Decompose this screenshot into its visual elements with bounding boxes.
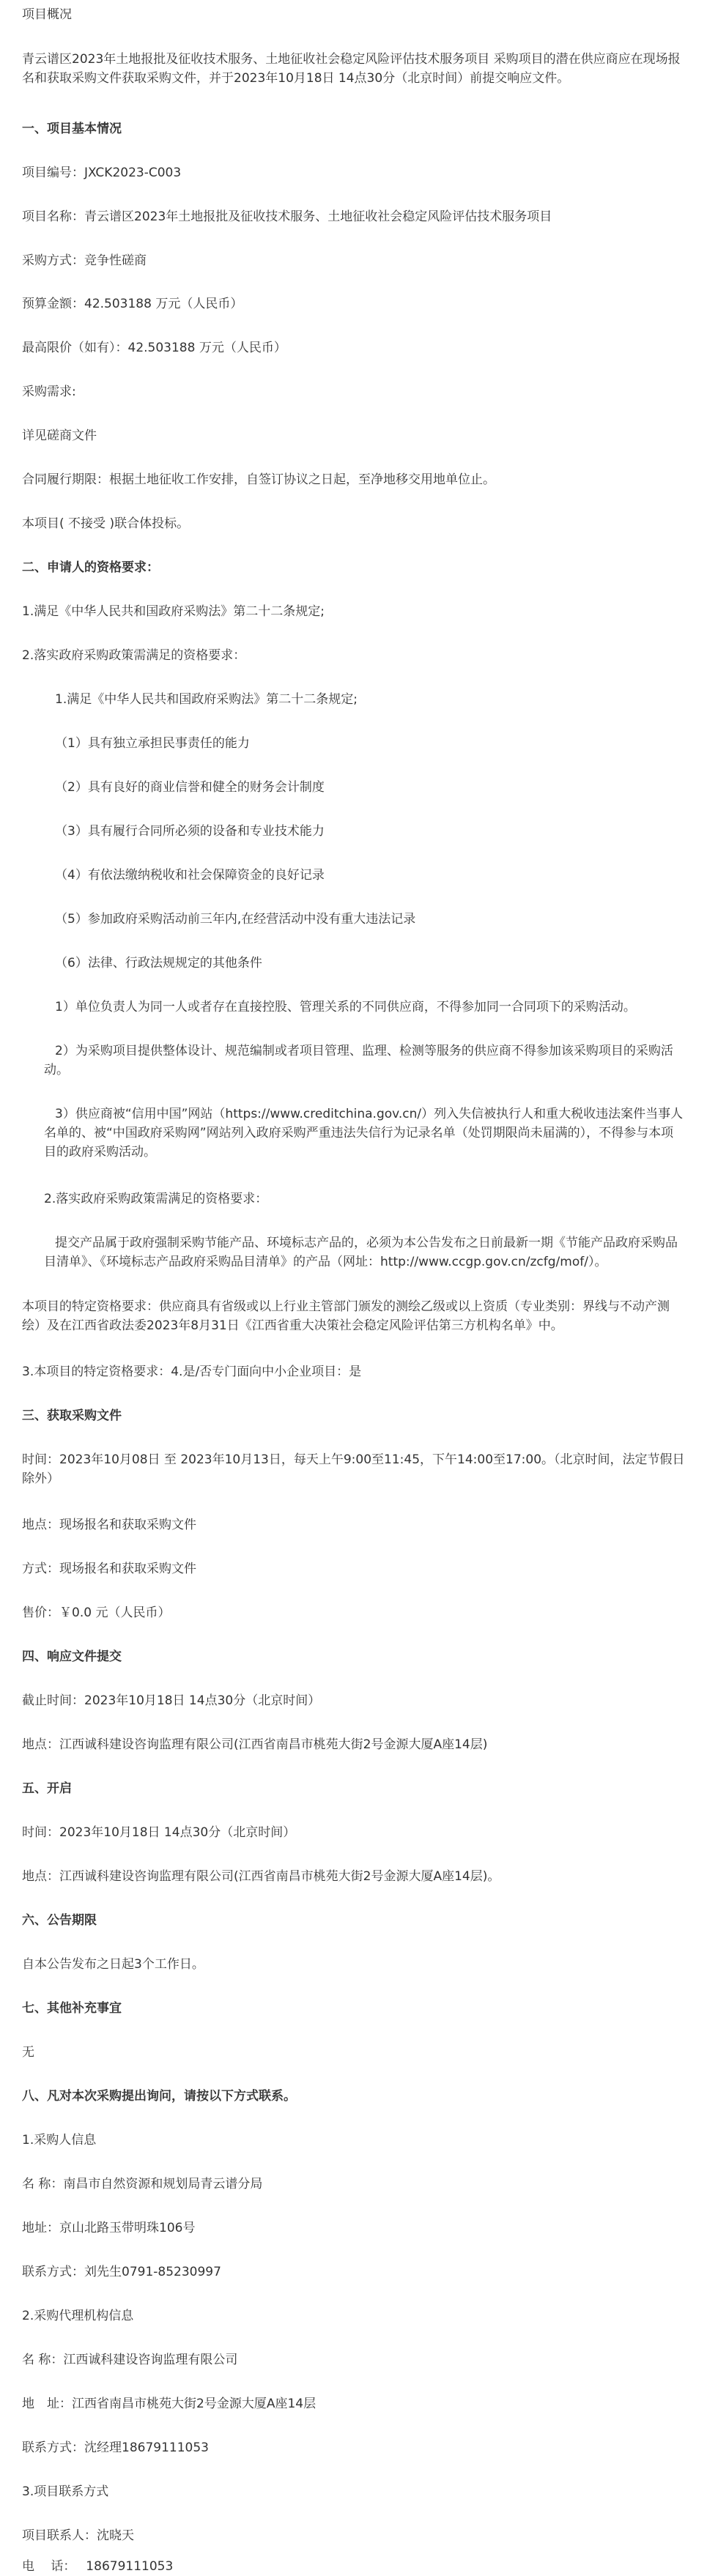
demand-text: 详见磋商文件 <box>22 428 97 443</box>
overview-text: 青云谱区2023年土地报批及征收技术服务、土地征收社会稳定风险评估技术服务项目 采购项目的潜在供应商应在现场报名和获取采购文件获取采购文件，并于2023年10月18日 14点30分（北京时间）前提交响应文件。 <box>22 52 681 86</box>
section5-heading: 五、开启 <box>22 1781 72 1796</box>
restriction-para-2: 2）为采购项目提供整体设计、规范编制或者项目管理、监理、检测等服务的供应商不得参加该采购项目的采购活动。 <box>44 1044 673 1077</box>
acquire-place: 地点：现场报名和获取采购文件 <box>22 1518 196 1532</box>
project-contact-phone: 电 话： 18679111053 <box>22 2559 174 2574</box>
contract-period: 合同履行期限：根据土地征收工作安排，自签订协议之日起，至净地移交用地单位止。 <box>22 472 495 487</box>
consortium-note: 本项目( 不接受 )联合体投标。 <box>22 516 190 531</box>
max-price: 最高限价（如有）：42.503188 万元（人民币） <box>22 341 286 355</box>
project-number: 项目编号：JXCK2023-C003 <box>22 166 182 180</box>
project-contact-title: 3.项目联系方式 <box>22 2484 109 2499</box>
submission-place: 地点：江西诚科建设咨询监理有限公司(江西省南昌市桃苑大街2号金源大厦A座14层) <box>22 1737 488 1752</box>
section7-heading: 七、其他补充事宜 <box>22 2001 122 2016</box>
document-price: 售价：￥0.0 元（人民币） <box>22 1606 171 1620</box>
budget-amount: 预算金额：42.503188 万元（人民币） <box>22 297 243 311</box>
announcement-period: 自本公告发布之日起3个工作日。 <box>22 1957 204 1972</box>
acquire-way: 方式：现场报名和获取采购文件 <box>22 1562 196 1576</box>
buyer-name: 名 称：南昌市自然资源和规划局青云谱分局 <box>22 2177 263 2191</box>
section3-heading: 三、获取采购文件 <box>22 1408 122 1423</box>
supplementary-text: 无 <box>22 2045 34 2060</box>
buyer-address: 地址：京山北路玉带明珠106号 <box>22 2221 196 2235</box>
qualification-item-3: 3.本项目的特定资格要求：4.是/否专门面向中小企业项目：是 <box>22 1365 362 1379</box>
section8-heading: 八、凡对本次采购提出询问，请按以下方式联系。 <box>22 2089 296 2104</box>
agency-title: 2.采购代理机构信息 <box>22 2309 134 2323</box>
qualification-sub-item: （5）参加政府采购活动前三年内,在经营活动中没有重大违法记录 <box>55 912 416 927</box>
section2-heading: 二、申请人的资格要求： <box>22 560 159 575</box>
policy-title: 2.落实政府采购政策需满足的资格要求： <box>44 1192 268 1206</box>
submission-deadline: 截止时间：2023年10月18日 14点30分（北京时间） <box>22 1693 321 1708</box>
demand-label: 采购需求: <box>22 385 76 399</box>
policy-text: 提交产品属于政府强制采购节能产品、环境标志产品的，必须为本公告发布之日前最新一期《节能产品政府采购品目清单》、《环境标志产品政府采购品目清单》的产品（网址：http://www.ccgp.gov.cn/zcfg/mof/）。 <box>44 1236 678 1269</box>
buyer-contact: 联系方式：刘先生0791-85230997 <box>22 2265 221 2279</box>
buyer-title: 1.采购人信息 <box>22 2133 97 2148</box>
qualification-sub-item: （4）有依法缴纳税收和社会保障资金的良好记录 <box>55 868 325 883</box>
qualification-sub-item: （2）具有良好的商业信誉和健全的财务会计制度 <box>55 780 325 795</box>
opening-place: 地点：江西诚科建设咨询监理有限公司(江西省南昌市桃苑大街2号金源大厦A座14层)。 <box>22 1869 500 1884</box>
project-name: 项目名称：青云谱区2023年土地报批及征收技术服务、土地征收社会稳定风险评估技术服务项目 <box>22 209 552 224</box>
qualification-item-1: 1.满足《中华人民共和国政府采购法》第二十二条规定; <box>22 604 325 619</box>
restriction-para-1: 1）单位负责人为同一人或者存在直接控股、管理关系的不同供应商，不得参加同一合同项下的采购活动。 <box>55 1000 636 1014</box>
acquire-time: 时间：2023年10月08日 至 2023年10月13日，每天上午9:00至11:45，下午14:00至17:00。（北京时间，法定节假日除外） <box>22 1452 685 1486</box>
specific-requirement: 本项目的特定资格要求：供应商具有省级或以上行业主管部门颁发的测绘乙级或以上资质（专业类别：界线与不动产测绘）及在江西省政法委2023年8月31日《江西省重大决策社会稳定风险评估第三方机构名单》中。 <box>22 1299 670 1333</box>
agency-address: 地 址：江西省南昌市桃苑大街2号金源大厦A座14层 <box>22 2397 317 2411</box>
restriction-para-3: 3）供应商被“信用中国”网站（https://www.creditchina.gov.cn/）列入失信被执行人和重大税收违法案件当事人名单的、被“中国政府采购网”网站列入政府采购严重违法失信行为记录名单（处罚期限尚未届满的），不得参与本项目的政府采购活动。 <box>44 1107 684 1159</box>
procurement-method: 采购方式：竞争性磋商 <box>22 253 147 268</box>
qualification-sub-item: （6）法律、行政法规规定的其他条件 <box>55 956 262 970</box>
section1-heading: 一、项目基本情况 <box>22 122 122 136</box>
agency-name: 名 称：江西诚科建设咨询监理有限公司 <box>22 2353 238 2367</box>
project-contact-person: 项目联系人：沈晓天 <box>22 2528 134 2543</box>
qualification-sub-title: 1.满足《中华人民共和国政府采购法》第二十二条规定; <box>55 692 358 707</box>
section4-heading: 四、响应文件提交 <box>22 1649 122 1664</box>
qualification-sub-item: （3）具有履行合同所必须的设备和专业技术能力 <box>55 824 325 839</box>
opening-time: 时间：2023年10月18日 14点30分（北京时间） <box>22 1825 296 1840</box>
overview-label: 项目概况 <box>22 7 72 22</box>
qualification-sub-item: （1）具有独立承担民事责任的能力 <box>55 736 250 751</box>
agency-contact: 联系方式：沈经理18679111053 <box>22 2440 209 2455</box>
section6-heading: 六、公告期限 <box>22 1913 97 1928</box>
qualification-item-2: 2.落实政府采购政策需满足的资格要求： <box>22 648 246 663</box>
